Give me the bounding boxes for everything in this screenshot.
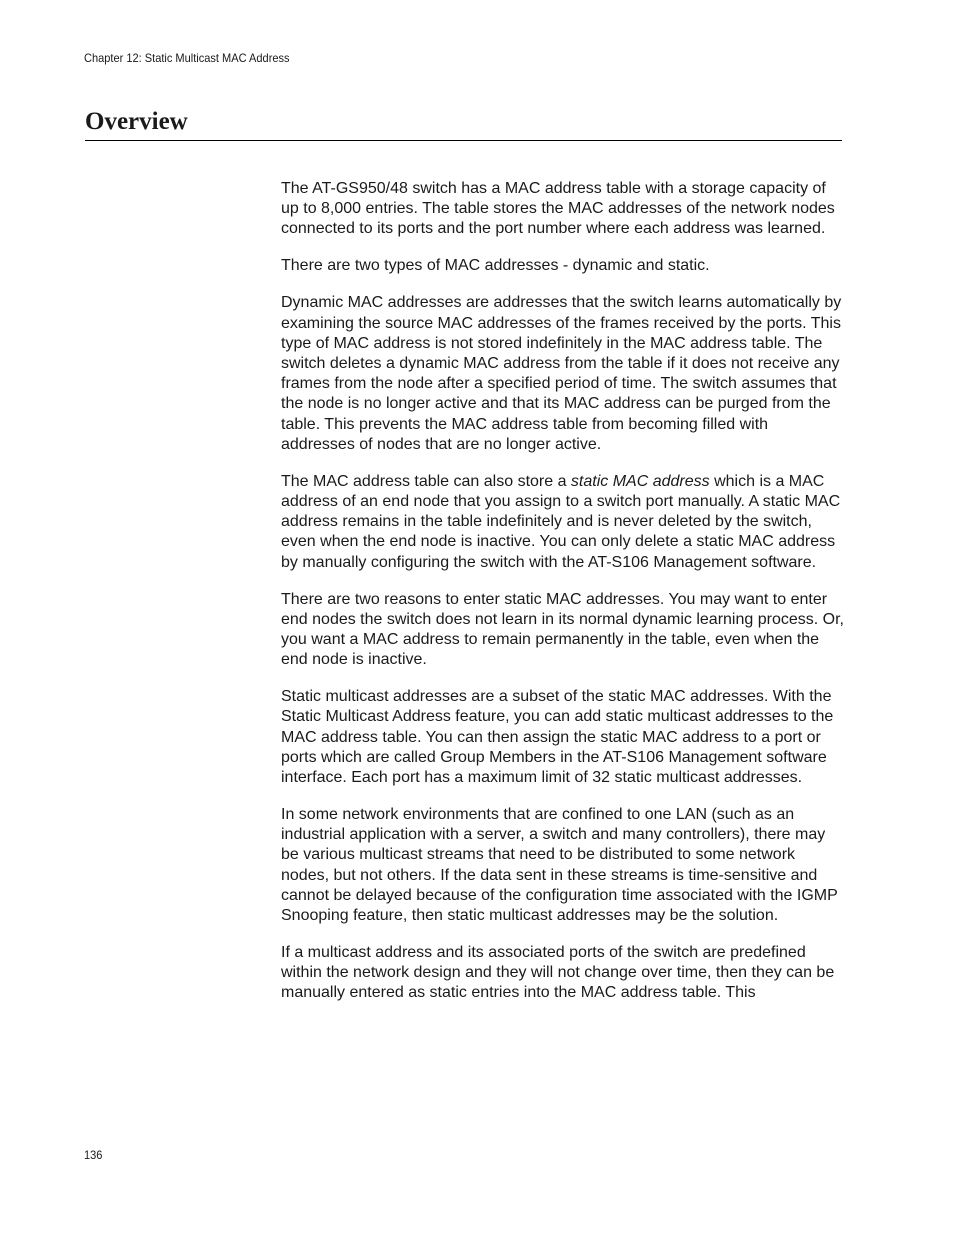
- paragraph-static-multicast: Static multicast addresses are a subset of the static MAC addresses. With the Static Multicast Address feature, you can add static multicast addresses to the MAC address table. You can then assign the static MAC address to a port or ports which are called Group Members in the AT-S106 Management software interface. Each port has a maximum limit of 32 static multicast addresses.: [281, 688, 834, 787]
- section-title: Overview: [85, 108, 188, 135]
- static-mac-address-term: static MAC address: [570, 472, 710, 490]
- paragraph-static-addresses: [281, 472, 845, 573]
- page-number: 136: [84, 1148, 103, 1162]
- paragraph-static-reasons: There are two reasons to enter static MAC addresses. You may want to enter end nodes the switch does not learn in its normal dynamic learning process. Or, you want a MAC address to remain permanently in the table, even when the end node is inactive.: [281, 590, 844, 669]
- paragraph-static-text-after: which is a MAC address of an end node that you assign to a switch port manually. A static MAC address remains in the table indefinitely and is never deleted by the switch, even when the end node is inactive. You can only delete a static MAC address by manually configuring the switch with the AT-S106 Management software.: [281, 472, 841, 571]
- running-header: Chapter 12: Static Multicast MAC Address: [84, 51, 290, 65]
- paragraph-network-environments: In some network environments that are confined to one LAN (such as an industrial application with a server, a switch and many controllers), there may be various multicast streams that need to be distributed to some network nodes, but not others. If the data sent in these streams is time-sensitive and cannot be delayed because of the configuration time associated with the IGMP Snooping feature, then static multicast addresses may be the solution.: [281, 806, 838, 925]
- paragraph-mac-table-capacity: The AT-GS950/48 switch has a MAC address table with a storage capacity of up to 8,000 entries. The table stores the MAC addresses of the network nodes connected to its ports and the port number where each address was learned.: [281, 180, 835, 238]
- paragraph-dynamic-addresses: Dynamic MAC addresses are addresses that the switch learns automatically by examining the source MAC addresses of the frames received by the ports. This type of MAC address is not stored indefinitely in the MAC address table. The switch deletes a dynamic MAC address from the table if it does not receive any frames from the node after a specified period of time. The switch assumes that the node is no longer active and that its MAC address can be purged from the table. This prevents the MAC address table from becoming filled with addresses of nodes that are no longer active.: [281, 294, 842, 453]
- paragraph-predefined-addresses: If a multicast address and its associated ports of the switch are predefined within the network design and they will not change over time, then they can be manually entered as static entries into the MAC address table. This: [281, 944, 835, 1002]
- body-text: [281, 179, 845, 1020]
- paragraph-address-types: There are two types of MAC addresses - dynamic and static.: [281, 257, 710, 275]
- paragraph-static-text-before: The MAC address table can also store a: [281, 472, 571, 490]
- title-rule: [85, 140, 842, 141]
